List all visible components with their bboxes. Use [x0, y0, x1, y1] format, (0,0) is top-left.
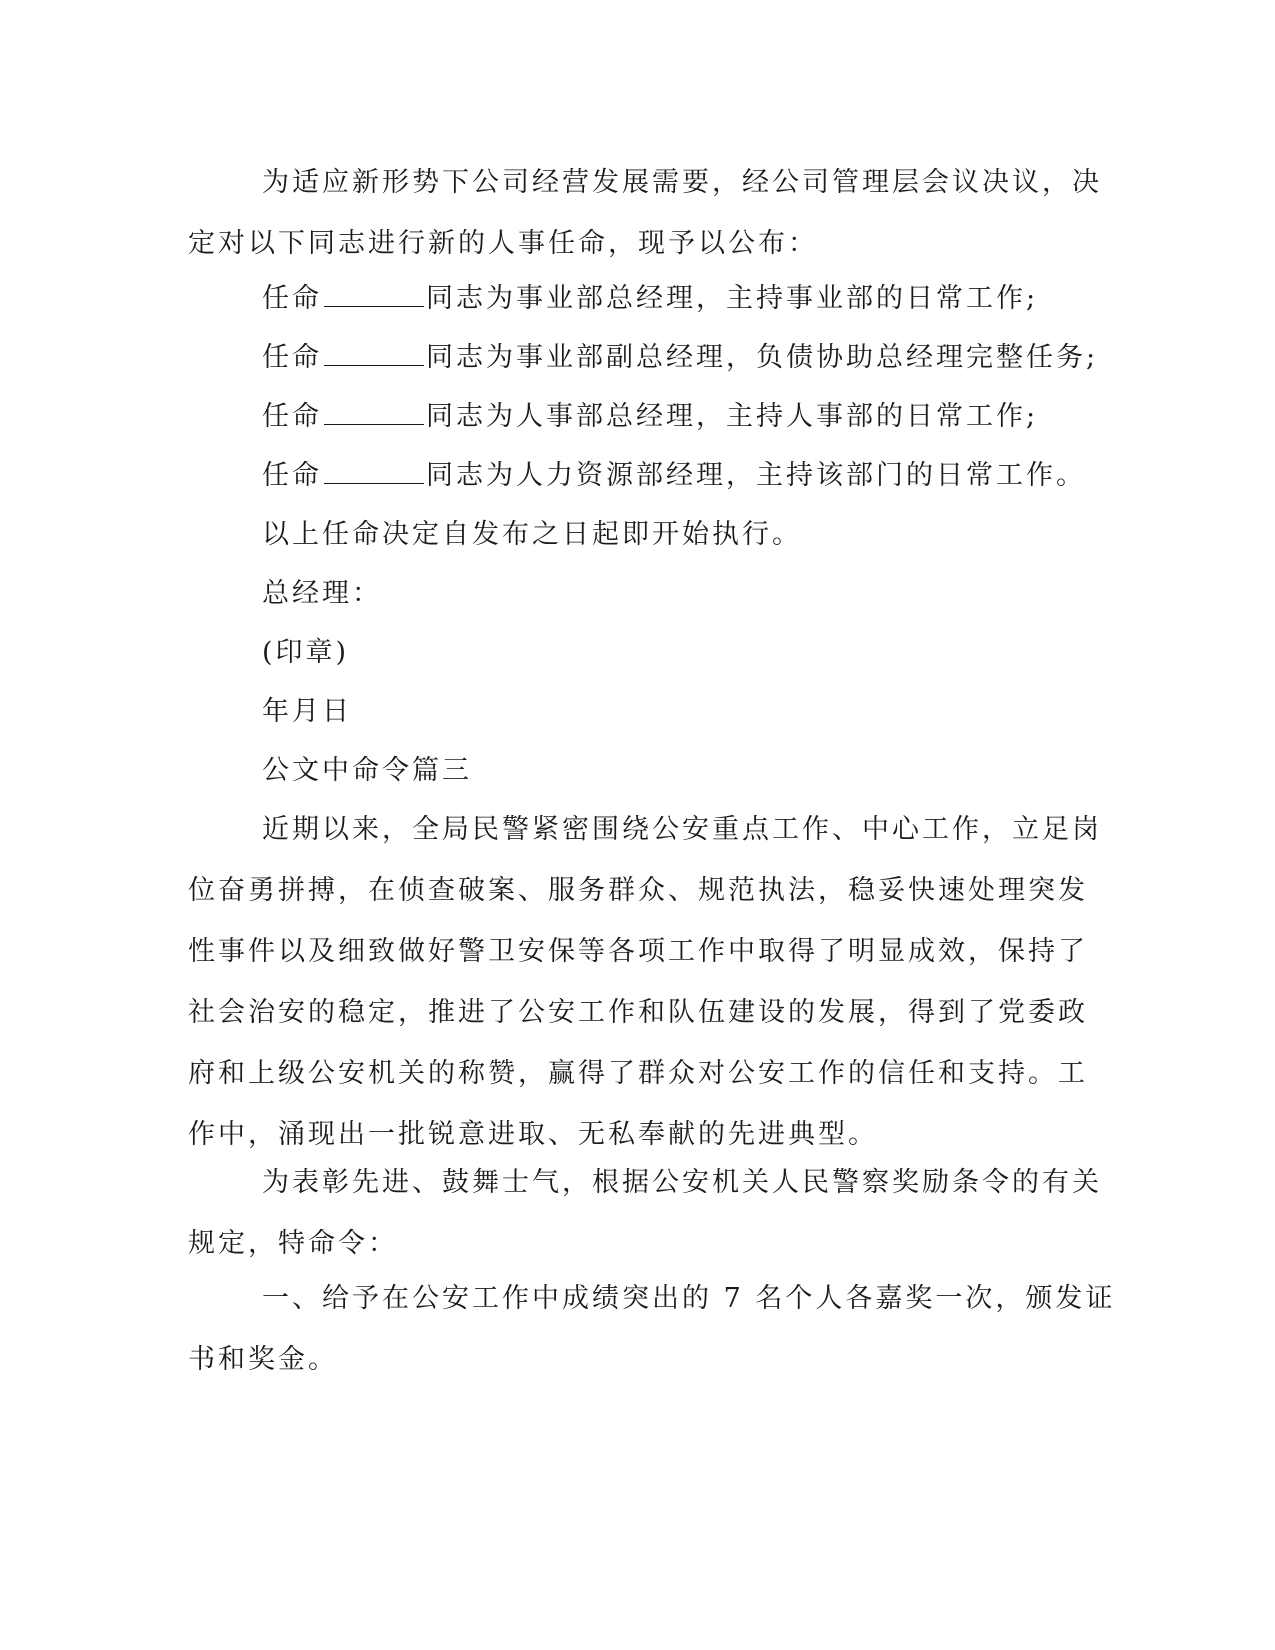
body-paragraph-2	[188, 1152, 1102, 1274]
date-label	[188, 681, 1073, 742]
appointment-4-prefix: 任命	[262, 460, 322, 491]
body1-line-3: 性事件以及细致做好警卫安保等各项工作中取得了明显成效，保持了	[188, 936, 1088, 967]
item1-line-1: 一、给予在公安工作中成绩突出的 7 名个人各嘉奖一次，颁发证	[262, 1283, 1116, 1314]
body1-line-2: 位奋勇拼搏，在侦查破案、服务群众、规范执法，稳妥快速处理突发	[188, 875, 1088, 906]
body1-line-6: 作中，涌现出一批锐意进取、无私奉献的先进典型。	[188, 1119, 878, 1150]
item1-line-2: 书和奖金。	[188, 1344, 338, 1375]
body-paragraph-1	[188, 799, 1102, 1165]
intro-line-1: 为适应新形势下公司经营发展需要，经公司管理层会议决议，决	[262, 167, 1102, 198]
effective-statement	[188, 504, 1073, 565]
intro-paragraph	[188, 152, 1102, 274]
appointment-3-prefix: 任命	[262, 401, 322, 432]
body1-line-5: 府和上级公安机关的称赞，赢得了群众对公安工作的信任和支持。工	[188, 1058, 1088, 1089]
appointment-4-suffix: 同志为人力资源部经理，主持该部门的日常工作。	[426, 460, 1086, 491]
date-line: 年月日	[262, 696, 352, 727]
appointment-1-prefix: 任命	[262, 283, 322, 314]
seal-label	[188, 622, 1073, 683]
name-blank	[324, 400, 424, 425]
section-title	[188, 740, 1073, 801]
seal-line: (印章)	[262, 637, 350, 668]
signer-line: 总经理：	[262, 578, 382, 609]
name-blank	[324, 341, 424, 366]
name-blank	[324, 459, 424, 484]
appointment-3	[188, 386, 1073, 447]
appointment-4	[188, 445, 1086, 506]
appointment-1-suffix: 同志为事业部总经理，主持事业部的日常工作;	[426, 283, 1039, 314]
appointment-2-prefix: 任命	[262, 342, 322, 373]
section-title-line: 公文中命令篇三	[262, 755, 472, 786]
body2-line-1: 为表彰先进、鼓舞士气，根据公安机关人民警察奖励条令的有关	[262, 1167, 1102, 1198]
appointment-2	[188, 327, 1099, 388]
intro-line-2: 定对以下同志进行新的人事任命，现予以公布：	[188, 228, 818, 259]
name-blank	[324, 282, 424, 307]
signer-label	[188, 563, 1073, 624]
item-1-paragraph	[188, 1268, 1116, 1390]
body1-line-1: 近期以来，全局民警紧密围绕公安重点工作、中心工作，立足岗	[262, 814, 1102, 845]
body2-line-2: 规定，特命令：	[188, 1228, 398, 1259]
effective-line: 以上任命决定自发布之日起即开始执行。	[262, 519, 802, 550]
appointment-2-suffix: 同志为事业部副总经理，负债协助总经理完整任务;	[426, 342, 1099, 373]
body1-line-4: 社会治安的稳定，推进了公安工作和队伍建设的发展，得到了党委政	[188, 997, 1088, 1028]
appointment-3-suffix: 同志为人事部总经理，主持人事部的日常工作;	[426, 401, 1039, 432]
appointment-1	[188, 268, 1073, 329]
